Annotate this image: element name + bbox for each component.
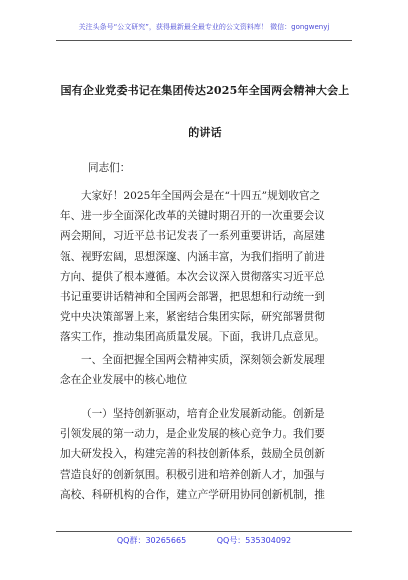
section-heading-line: 一、全面把握全国两会精神实质，深刻领会新发展理	[81, 354, 325, 366]
footer-divider	[56, 531, 352, 532]
header-divider	[56, 40, 352, 41]
intro-line: 党中央决策部署上来，紧密结合集团实际，研究部署贯彻	[60, 311, 325, 324]
intro-line: 瓴、视野宏阔，思想深邃、内涵丰富，为我们指明了前进	[60, 250, 325, 263]
subsection-line: （一）坚持创新驱动，培育企业发展新动能。创新是	[81, 408, 325, 420]
section-heading	[60, 350, 350, 390]
subsection-paragraph	[60, 404, 350, 505]
document-title-line-2: 的讲话	[188, 126, 222, 139]
subsection-line: 引领发展的第一动力，是企业发展的核心竞争力。我们要	[60, 428, 325, 441]
intro-line: 方向、提供了根本遵循。本次会议深入贯彻落实习近平总	[60, 270, 325, 283]
intro-line: 两会期间，习近平总书记发表了一系列重要讲话，高屋建	[60, 230, 325, 243]
subsection-line: 高校、科研机构的合作，建立产学研用协同创新机制，推	[60, 488, 325, 501]
intro-line: 书记重要讲话精神和全国两会部署，把思想和行动统一到	[60, 291, 325, 304]
intro-line: 年、进一步全面深化改革的关键时期召开的一次重要会议	[60, 210, 325, 223]
footer-contact	[0, 535, 408, 546]
intro-line: 大家好！2025年全国两会是在“十四五”规划收官之	[81, 190, 321, 202]
document-title-line-1: 国有企业党委书记在集团传达2025年全国两会精神大会上	[60, 84, 350, 97]
subsection-line: 加大研发投入，构建完善的科技创新体系，鼓励全员创新	[60, 448, 325, 461]
header-note: 关注头条号“公文研究”，获得最新最全最专业的公文资料库！ 微信：gongwenyj	[78, 23, 330, 31]
subsection-line: 营造良好的创新氛围。积极引进和培养创新人才，加强与	[60, 468, 325, 481]
footer-qq-number: QQ号：535304092	[216, 536, 292, 545]
intro-line: 落实工作，推动集团高质量发展。下面，我讲几点意见。	[60, 331, 325, 344]
section-heading-line: 念在企业发展中的核心地位	[60, 374, 188, 387]
intro-paragraph	[60, 186, 350, 348]
salutation: 同志们：	[88, 162, 131, 174]
footer-qq-group: QQ群：30265665	[116, 536, 187, 545]
